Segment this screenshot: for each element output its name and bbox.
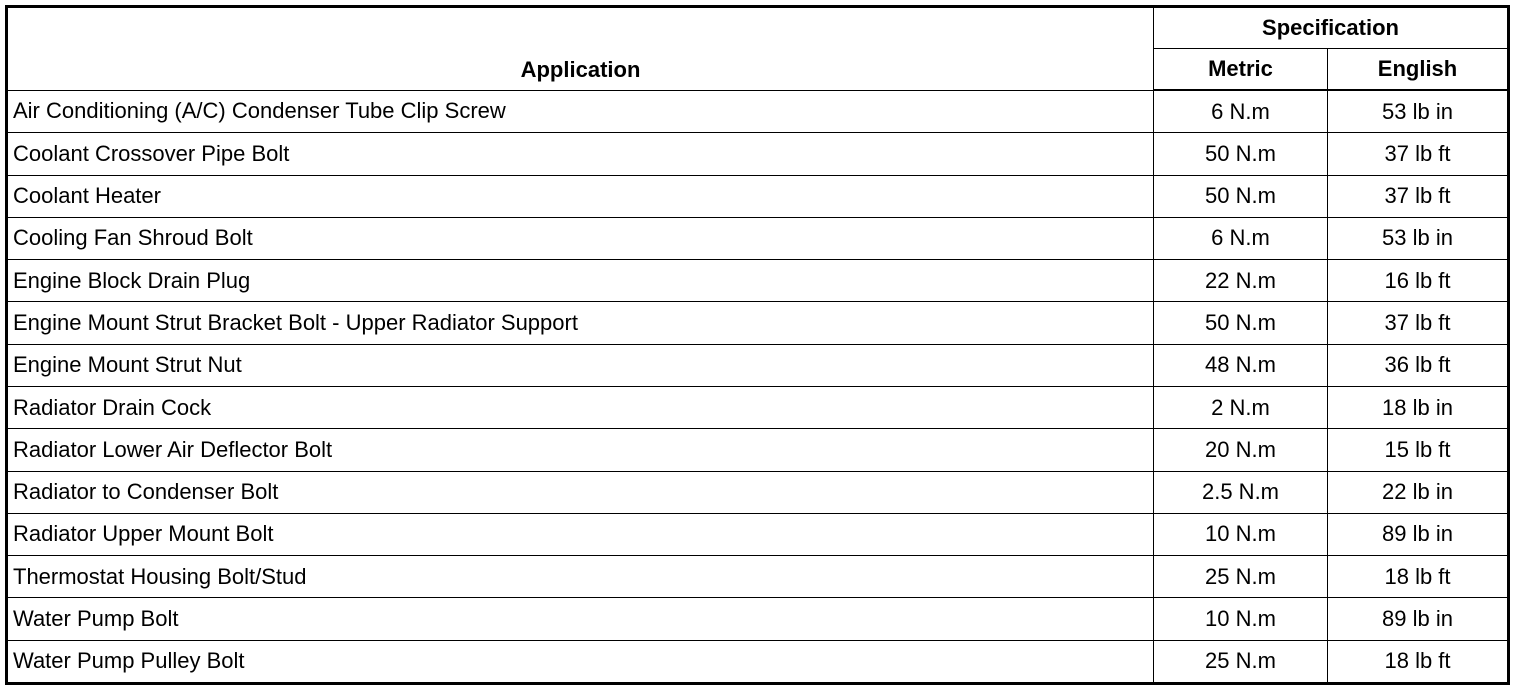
english-cell: 18 lb ft bbox=[1328, 640, 1509, 683]
english-cell: 22 lb in bbox=[1328, 471, 1509, 513]
specification-group-header: Specification bbox=[1154, 7, 1509, 49]
metric-cell: 2.5 N.m bbox=[1154, 471, 1328, 513]
english-cell: 36 lb ft bbox=[1328, 344, 1509, 386]
table-header bbox=[7, 7, 1509, 91]
table-row bbox=[7, 556, 1509, 598]
application-cell: Water Pump Bolt bbox=[7, 598, 1154, 640]
metric-cell: 10 N.m bbox=[1154, 598, 1328, 640]
application-cell: Air Conditioning (A/C) Condenser Tube Clip Screw bbox=[7, 90, 1154, 133]
english-column-header: English bbox=[1328, 49, 1509, 91]
metric-column-header: Metric bbox=[1154, 49, 1328, 91]
english-cell: 53 lb in bbox=[1328, 217, 1509, 259]
application-cell: Engine Block Drain Plug bbox=[7, 260, 1154, 302]
application-cell: Cooling Fan Shroud Bolt bbox=[7, 217, 1154, 259]
application-cell: Water Pump Pulley Bolt bbox=[7, 640, 1154, 683]
application-cell: Thermostat Housing Bolt/Stud bbox=[7, 556, 1154, 598]
metric-cell: 48 N.m bbox=[1154, 344, 1328, 386]
english-cell: 37 lb ft bbox=[1328, 133, 1509, 175]
application-cell: Coolant Crossover Pipe Bolt bbox=[7, 133, 1154, 175]
table-row bbox=[7, 598, 1509, 640]
table-row bbox=[7, 640, 1509, 683]
metric-cell: 50 N.m bbox=[1154, 302, 1328, 344]
metric-cell: 2 N.m bbox=[1154, 386, 1328, 428]
english-cell: 16 lb ft bbox=[1328, 260, 1509, 302]
english-cell: 37 lb ft bbox=[1328, 175, 1509, 217]
application-cell: Engine Mount Strut Nut bbox=[7, 344, 1154, 386]
english-cell: 18 lb in bbox=[1328, 386, 1509, 428]
application-cell: Radiator Lower Air Deflector Bolt bbox=[7, 429, 1154, 471]
metric-cell: 20 N.m bbox=[1154, 429, 1328, 471]
table-row bbox=[7, 386, 1509, 428]
table-row bbox=[7, 133, 1509, 175]
table-row bbox=[7, 260, 1509, 302]
metric-cell: 25 N.m bbox=[1154, 556, 1328, 598]
application-column-header: Application bbox=[7, 7, 1154, 91]
metric-cell: 50 N.m bbox=[1154, 133, 1328, 175]
english-cell: 53 lb in bbox=[1328, 90, 1509, 133]
application-cell: Coolant Heater bbox=[7, 175, 1154, 217]
metric-cell: 10 N.m bbox=[1154, 513, 1328, 555]
english-cell: 18 lb ft bbox=[1328, 556, 1509, 598]
application-cell: Engine Mount Strut Bracket Bolt - Upper Radiator Support bbox=[7, 302, 1154, 344]
metric-cell: 22 N.m bbox=[1154, 260, 1328, 302]
header-row-top bbox=[7, 7, 1509, 49]
table-row bbox=[7, 471, 1509, 513]
english-cell: 89 lb in bbox=[1328, 598, 1509, 640]
application-cell: Radiator Upper Mount Bolt bbox=[7, 513, 1154, 555]
english-cell: 89 lb in bbox=[1328, 513, 1509, 555]
english-cell: 37 lb ft bbox=[1328, 302, 1509, 344]
table-row bbox=[7, 429, 1509, 471]
application-cell: Radiator Drain Cock bbox=[7, 386, 1154, 428]
table-row bbox=[7, 90, 1509, 133]
application-cell: Radiator to Condenser Bolt bbox=[7, 471, 1154, 513]
metric-cell: 6 N.m bbox=[1154, 90, 1328, 133]
table-row bbox=[7, 513, 1509, 555]
table-row bbox=[7, 175, 1509, 217]
table-row bbox=[7, 344, 1509, 386]
table-body bbox=[7, 90, 1509, 684]
table-row bbox=[7, 302, 1509, 344]
table-row bbox=[7, 217, 1509, 259]
metric-cell: 25 N.m bbox=[1154, 640, 1328, 683]
torque-spec-table bbox=[5, 5, 1510, 685]
metric-cell: 50 N.m bbox=[1154, 175, 1328, 217]
metric-cell: 6 N.m bbox=[1154, 217, 1328, 259]
english-cell: 15 lb ft bbox=[1328, 429, 1509, 471]
